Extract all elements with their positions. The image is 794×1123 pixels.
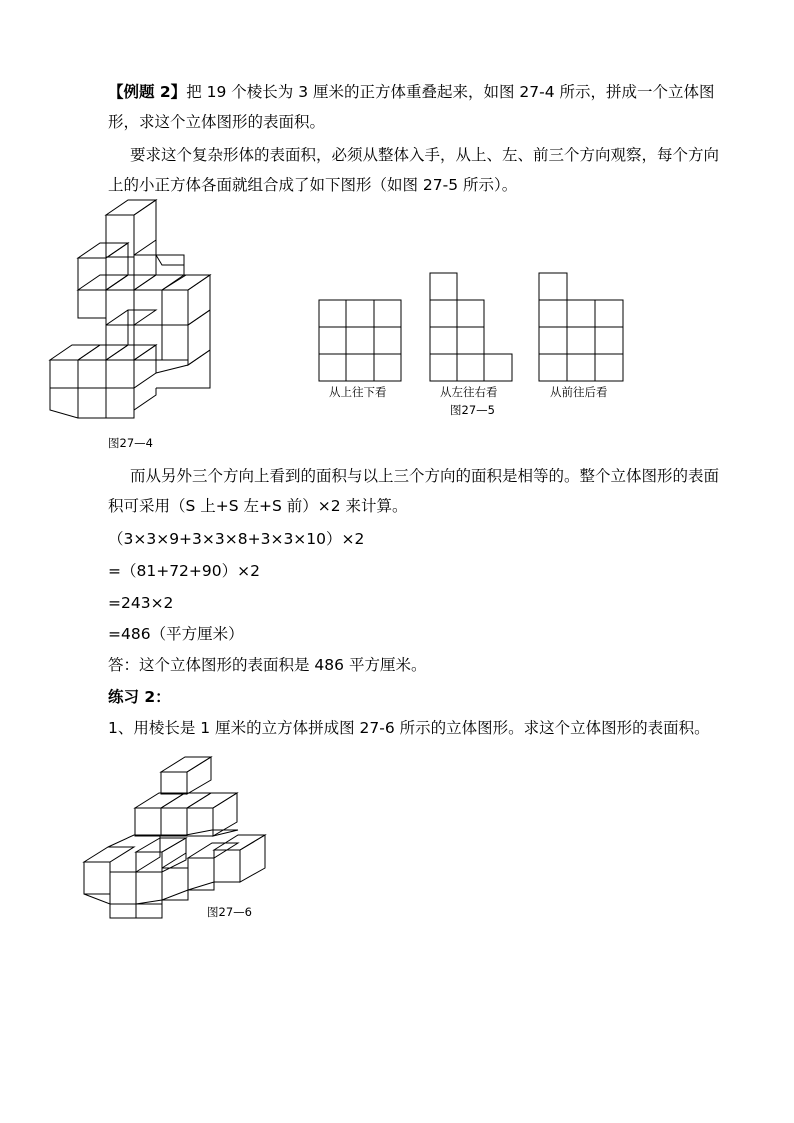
example-text-1: 把 19 个棱长为 3 厘米的正方体重叠起来，如图 27-4 所示，拼成一个立体图 (186, 83, 715, 101)
figure-27-6-drawing (84, 757, 265, 918)
view-top-label: 从上往下看 (329, 385, 387, 399)
figure-27-6-caption: 图27—6 (207, 905, 252, 919)
view-front-label: 从前往后看 (550, 385, 608, 399)
calc-step-1: （3×3×9+3×3×8+3×3×10）×2 (108, 530, 365, 548)
example-line-2: 形，求这个立体图形的表面积。 (108, 113, 326, 131)
view-left-label: 从左往右看 (440, 385, 498, 399)
calc-step-4: =486（平方厘米） (108, 625, 244, 643)
para2-line-1: 而从另外三个方向上看到的面积与以上三个方向的面积是相等的。整个立体图形的表面 (130, 467, 720, 485)
figure-27-5-caption: 图27—5 (450, 403, 495, 417)
exercise-heading: 练习 2： (108, 688, 171, 706)
calc-step-3: =243×2 (108, 594, 174, 612)
analysis-line-2: 上的小正方体各面就组合成了如下图形（如图 27-5 所示）。 (108, 176, 518, 194)
figure-27-4-caption: 图27—4 (108, 436, 153, 450)
calc-step-2: =（81+72+90）×2 (108, 562, 260, 580)
analysis-line-1: 要求这个复杂形体的表面积，必须从整体入手，从上、左、前三个方向观察，每个方向 (130, 146, 720, 164)
answer-line: 答：这个立体图形的表面积是 486 平方厘米。 (108, 656, 427, 674)
para2-line-2: 积可采用（S 上+S 左+S 前）×2 来计算。 (108, 497, 408, 515)
example-label: 【例题 2】 (108, 83, 187, 101)
exercise-question-1: 1、用棱长是 1 厘米的立方体拼成图 27-6 所示的立体图形。求这个立体图形的表面积。 (108, 719, 710, 737)
